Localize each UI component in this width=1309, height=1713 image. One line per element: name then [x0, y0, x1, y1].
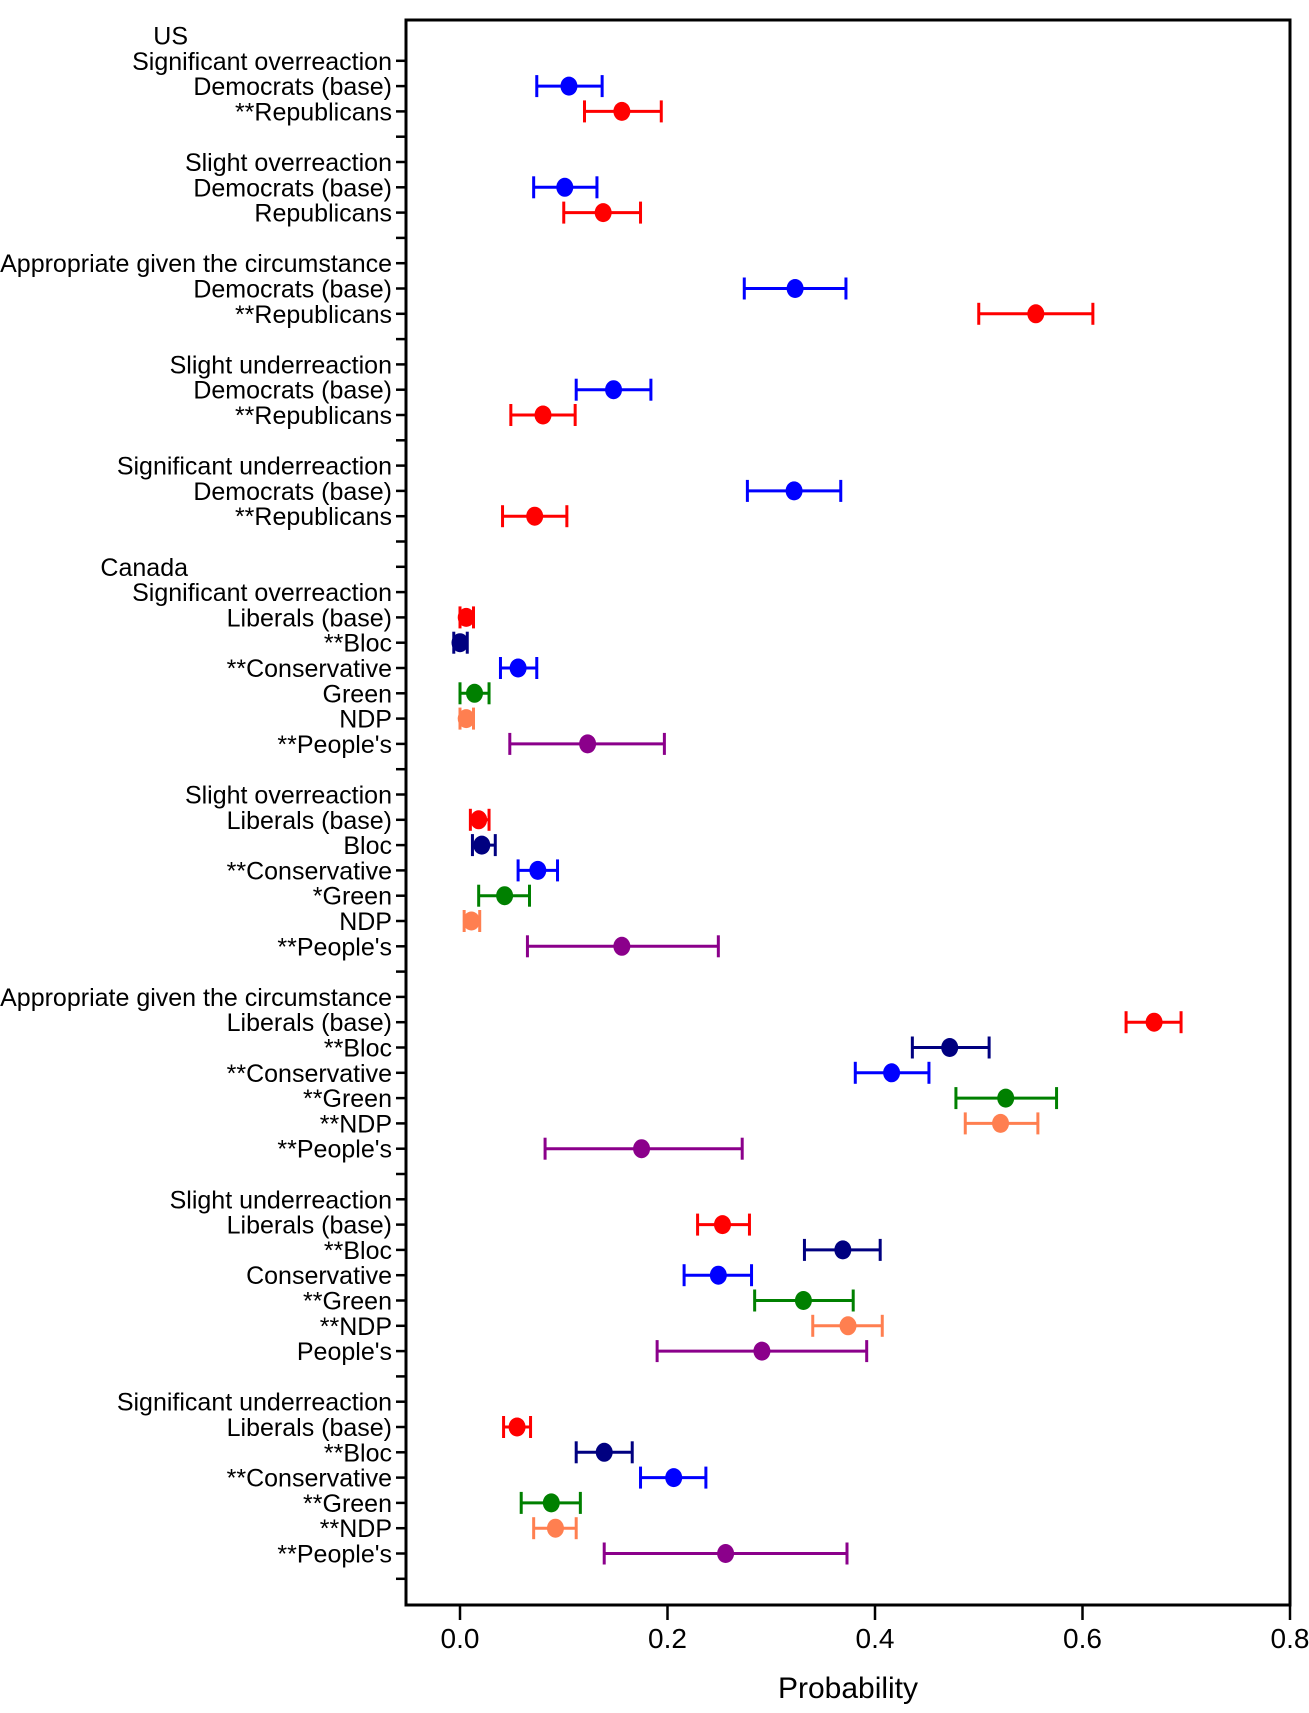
- section-label: Slight overreaction: [184, 781, 392, 810]
- row-label: Green: [322, 680, 392, 709]
- data-point: [596, 1443, 613, 1462]
- group-label: Canada: [100, 553, 188, 582]
- row-label: Bloc: [343, 832, 392, 861]
- row-label: *Green: [312, 882, 392, 911]
- row-label: **People's: [277, 1135, 392, 1164]
- row-label: Democrats (base): [193, 174, 392, 203]
- row-label: **Green: [303, 1287, 392, 1316]
- data-point: [496, 886, 513, 905]
- section-label: Appropriate given the circumstance: [0, 250, 392, 279]
- section-label: Significant overreaction: [132, 579, 392, 608]
- row-label: **Conservative: [226, 1059, 392, 1088]
- row-label: **Conservative: [226, 857, 392, 886]
- data-point: [463, 912, 480, 931]
- section-label: Slight overreaction: [184, 149, 392, 177]
- data-point: [787, 279, 804, 298]
- data-point: [509, 1418, 526, 1437]
- row-label: Liberals (base): [226, 1414, 392, 1442]
- row-label: Democrats (base): [193, 73, 392, 102]
- row-label: NDP: [339, 908, 392, 936]
- data-point: [710, 1266, 727, 1285]
- data-point: [883, 1063, 900, 1082]
- row-label: **Bloc: [323, 1034, 392, 1063]
- data-point: [753, 1342, 770, 1361]
- data-point: [665, 1468, 682, 1487]
- data-point: [579, 734, 596, 753]
- data-point: [543, 1493, 560, 1512]
- section-label: Slight underreaction: [169, 351, 392, 380]
- data-point: [458, 709, 475, 728]
- data-point: [941, 1038, 958, 1057]
- data-point: [992, 1114, 1009, 1133]
- x-tick-label: 0.2: [648, 1623, 687, 1654]
- data-point: [1027, 304, 1044, 323]
- data-point: [840, 1316, 857, 1335]
- data-point: [526, 507, 543, 526]
- row-label: Democrats (base): [193, 477, 392, 506]
- row-label: **Bloc: [323, 1236, 392, 1265]
- data-point: [560, 77, 577, 96]
- data-point: [466, 684, 483, 703]
- x-tick-label: 0.8: [1270, 1623, 1309, 1654]
- x-tick-label: 0.4: [855, 1623, 895, 1654]
- data-point: [717, 1544, 734, 1563]
- data-point: [633, 1139, 650, 1158]
- section-label: Appropriate given the circumstance: [0, 983, 392, 1012]
- section-label: Significant underreaction: [116, 1388, 392, 1417]
- row-label: **Conservative: [226, 655, 392, 683]
- row-label: **Bloc: [323, 629, 392, 658]
- row-label: Conservative: [246, 1262, 392, 1291]
- row-label: **NDP: [319, 1515, 392, 1544]
- data-point: [458, 608, 475, 627]
- section-label: Significant underreaction: [116, 452, 392, 481]
- row-label: **People's: [277, 933, 392, 962]
- row-label: **Green: [303, 1489, 392, 1518]
- row-label: **NDP: [319, 1110, 392, 1139]
- data-point: [473, 836, 490, 855]
- data-point: [834, 1240, 851, 1259]
- row-label: Republicans: [254, 199, 392, 228]
- row-label: **Conservative: [226, 1464, 392, 1493]
- row-label: **People's: [277, 730, 392, 759]
- data-point: [997, 1089, 1014, 1108]
- data-point: [613, 937, 630, 956]
- data-point: [510, 659, 527, 678]
- section-label: Slight underreaction: [169, 1186, 392, 1215]
- row-label: Democrats (base): [193, 376, 392, 405]
- data-point: [556, 178, 573, 197]
- data-point: [470, 810, 487, 829]
- data-point: [595, 203, 612, 222]
- section-label: Significant overreaction: [132, 47, 392, 76]
- row-label: **NDP: [319, 1312, 392, 1341]
- row-label: **Republicans: [234, 300, 392, 329]
- row-label: **Bloc: [323, 1439, 392, 1468]
- row-label: Liberals (base): [226, 806, 392, 835]
- data-point: [535, 406, 552, 425]
- row-label: Democrats (base): [193, 275, 392, 304]
- row-label: **Green: [303, 1085, 392, 1114]
- row-label: NDP: [339, 705, 392, 734]
- data-point: [452, 633, 469, 652]
- data-point: [613, 102, 630, 121]
- row-label: Liberals (base): [226, 604, 392, 633]
- row-label: **Republicans: [234, 98, 392, 127]
- plot-frame: [406, 20, 1290, 1605]
- data-point: [786, 481, 803, 500]
- data-point: [605, 380, 622, 399]
- data-point: [529, 861, 546, 880]
- data-point: [1146, 1013, 1163, 1032]
- group-label: US: [153, 22, 188, 51]
- row-label: Liberals (base): [226, 1211, 392, 1240]
- row-label: Liberals (base): [226, 1009, 392, 1038]
- row-label: **Republicans: [234, 402, 392, 430]
- x-axis-label: Probability: [777, 1672, 919, 1705]
- data-point: [547, 1519, 564, 1538]
- data-point: [714, 1215, 731, 1234]
- x-tick-label: 0.6: [1063, 1623, 1102, 1654]
- x-tick-label: 0.0: [440, 1623, 480, 1654]
- row-label: People's: [296, 1338, 392, 1367]
- row-label: **Republicans: [234, 503, 392, 532]
- row-label: **People's: [277, 1540, 392, 1569]
- data-point: [795, 1291, 812, 1310]
